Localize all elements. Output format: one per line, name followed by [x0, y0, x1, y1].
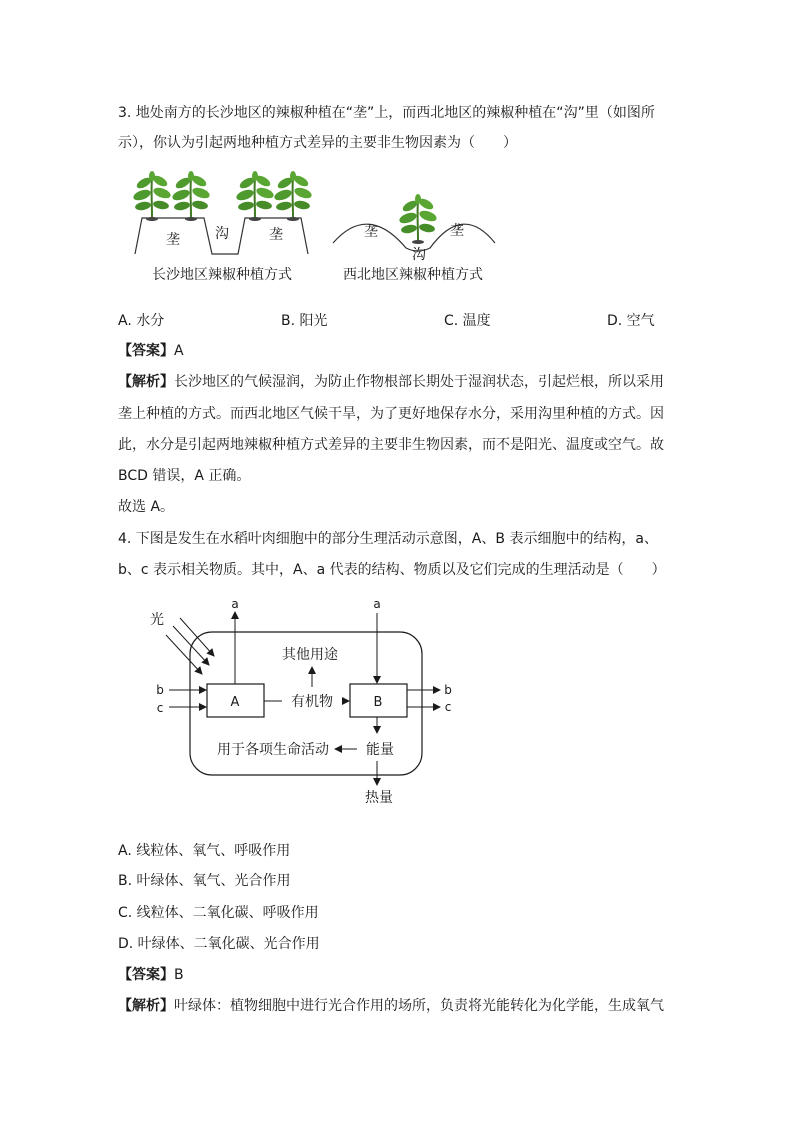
answer-label: 【答案】	[118, 343, 174, 359]
pepper-plant-icon	[235, 171, 275, 221]
q4-option-b[interactable]: B. 叶绿体、氧气、光合作用	[118, 873, 291, 889]
b-label-right: b	[444, 683, 452, 697]
q3-option-c[interactable]: C. 温度	[444, 313, 491, 329]
pepper-plant-icon	[398, 194, 438, 244]
ridge-label: 垄	[166, 232, 180, 248]
pepper-plant-icon	[273, 171, 313, 221]
ridge-label: 垄	[364, 224, 378, 240]
q4-option-a[interactable]: A. 线粒体、氧气、呼吸作用	[118, 843, 291, 859]
energy-label: 能量	[366, 742, 394, 758]
answer-label: 【答案】	[118, 967, 174, 983]
pepper-plant-icon	[171, 171, 211, 221]
c-label-right: c	[444, 700, 452, 714]
q3-option-b[interactable]: B. 阳光	[281, 313, 328, 329]
q3-conclusion: 故选 A。	[118, 499, 175, 515]
analysis-label: 【解析】	[118, 998, 174, 1014]
light-arrow	[173, 626, 209, 665]
q4-answer	[118, 965, 184, 985]
q4-option-c[interactable]: C. 线粒体、二氧化碳、呼吸作用	[118, 905, 319, 921]
q3-option-d[interactable]: D. 空气	[607, 313, 655, 329]
q3-analysis-line2: 垄上种植的方式。而西北地区气候干旱，为了更好地保存水分，采用沟里种植的方式。因	[118, 406, 664, 422]
cell-process-diagram	[140, 595, 470, 810]
right-caption: 西北地区辣椒种植方式	[343, 267, 483, 283]
left-caption: 长沙地区辣椒种植方式	[152, 267, 292, 283]
light-arrow	[166, 635, 202, 674]
q3-analysis-line1	[118, 372, 664, 392]
heat-label: 热量	[365, 790, 393, 806]
q4-stem-line2: b、c 表示相关物质。其中，A、a 代表的结构、物质以及它们完成的生理活动是（ ）	[118, 562, 666, 578]
q3-answer	[118, 341, 184, 361]
q4-option-d[interactable]: D. 叶绿体、二氧化碳、光合作用	[118, 936, 320, 952]
answer-value: A	[174, 343, 184, 359]
light-arrow	[180, 618, 214, 656]
structure-a-label: A	[230, 695, 240, 710]
furrow-label: 沟	[412, 247, 426, 263]
pepper-plant-icon	[132, 171, 172, 221]
q3-option-a[interactable]: A. 水分	[118, 313, 165, 329]
q3-options	[118, 311, 678, 331]
planting-figure	[118, 168, 518, 293]
q3-stem-line1: 3. 地处南方的长沙地区的辣椒种植在“垄”上，而西北地区的辣椒种植在“沟”里（如图所	[118, 105, 655, 121]
other-use-label: 其他用途	[282, 647, 338, 663]
light-label: 光	[150, 612, 164, 628]
answer-value: B	[174, 967, 184, 983]
analysis-text: 叶绿体：植物细胞中进行光合作用的场所，负责将光能转化为化学能，生成氧气	[174, 998, 664, 1014]
q4-analysis-line1	[118, 996, 664, 1016]
life-activity-label: 用于各项生命活动	[217, 742, 329, 758]
q3-analysis-line3: 此，水分是引起两地辣椒种植方式差异的主要非生物因素，而不是阳光、温度或空气。故	[118, 437, 664, 453]
analysis-text: 长沙地区的气候湿润，为防止作物根部长期处于湿润状态，引起烂根，所以采用	[174, 374, 664, 390]
ridge-label: 垄	[269, 227, 283, 243]
q3-stem-line2: 示），你认为引起两地种植方式差异的主要非生物因素为（ ）	[118, 135, 517, 151]
q4-stem-line1: 4. 下图是发生在水稻叶肉细胞中的部分生理活动示意图，A、B 表示细胞中的结构，a、	[118, 531, 659, 547]
furrow-label: 沟	[215, 226, 229, 242]
structure-b-label: B	[373, 695, 383, 710]
b-label-left: b	[156, 683, 164, 697]
ridge-label: 垄	[450, 223, 464, 239]
organic-label: 有机物	[291, 694, 333, 710]
c-label-left: c	[156, 701, 164, 715]
q3-analysis-line4: BCD 错误，A 正确。	[118, 468, 251, 484]
a-label-right: a	[373, 597, 381, 611]
a-label-left: a	[231, 597, 239, 611]
analysis-label: 【解析】	[118, 374, 174, 390]
